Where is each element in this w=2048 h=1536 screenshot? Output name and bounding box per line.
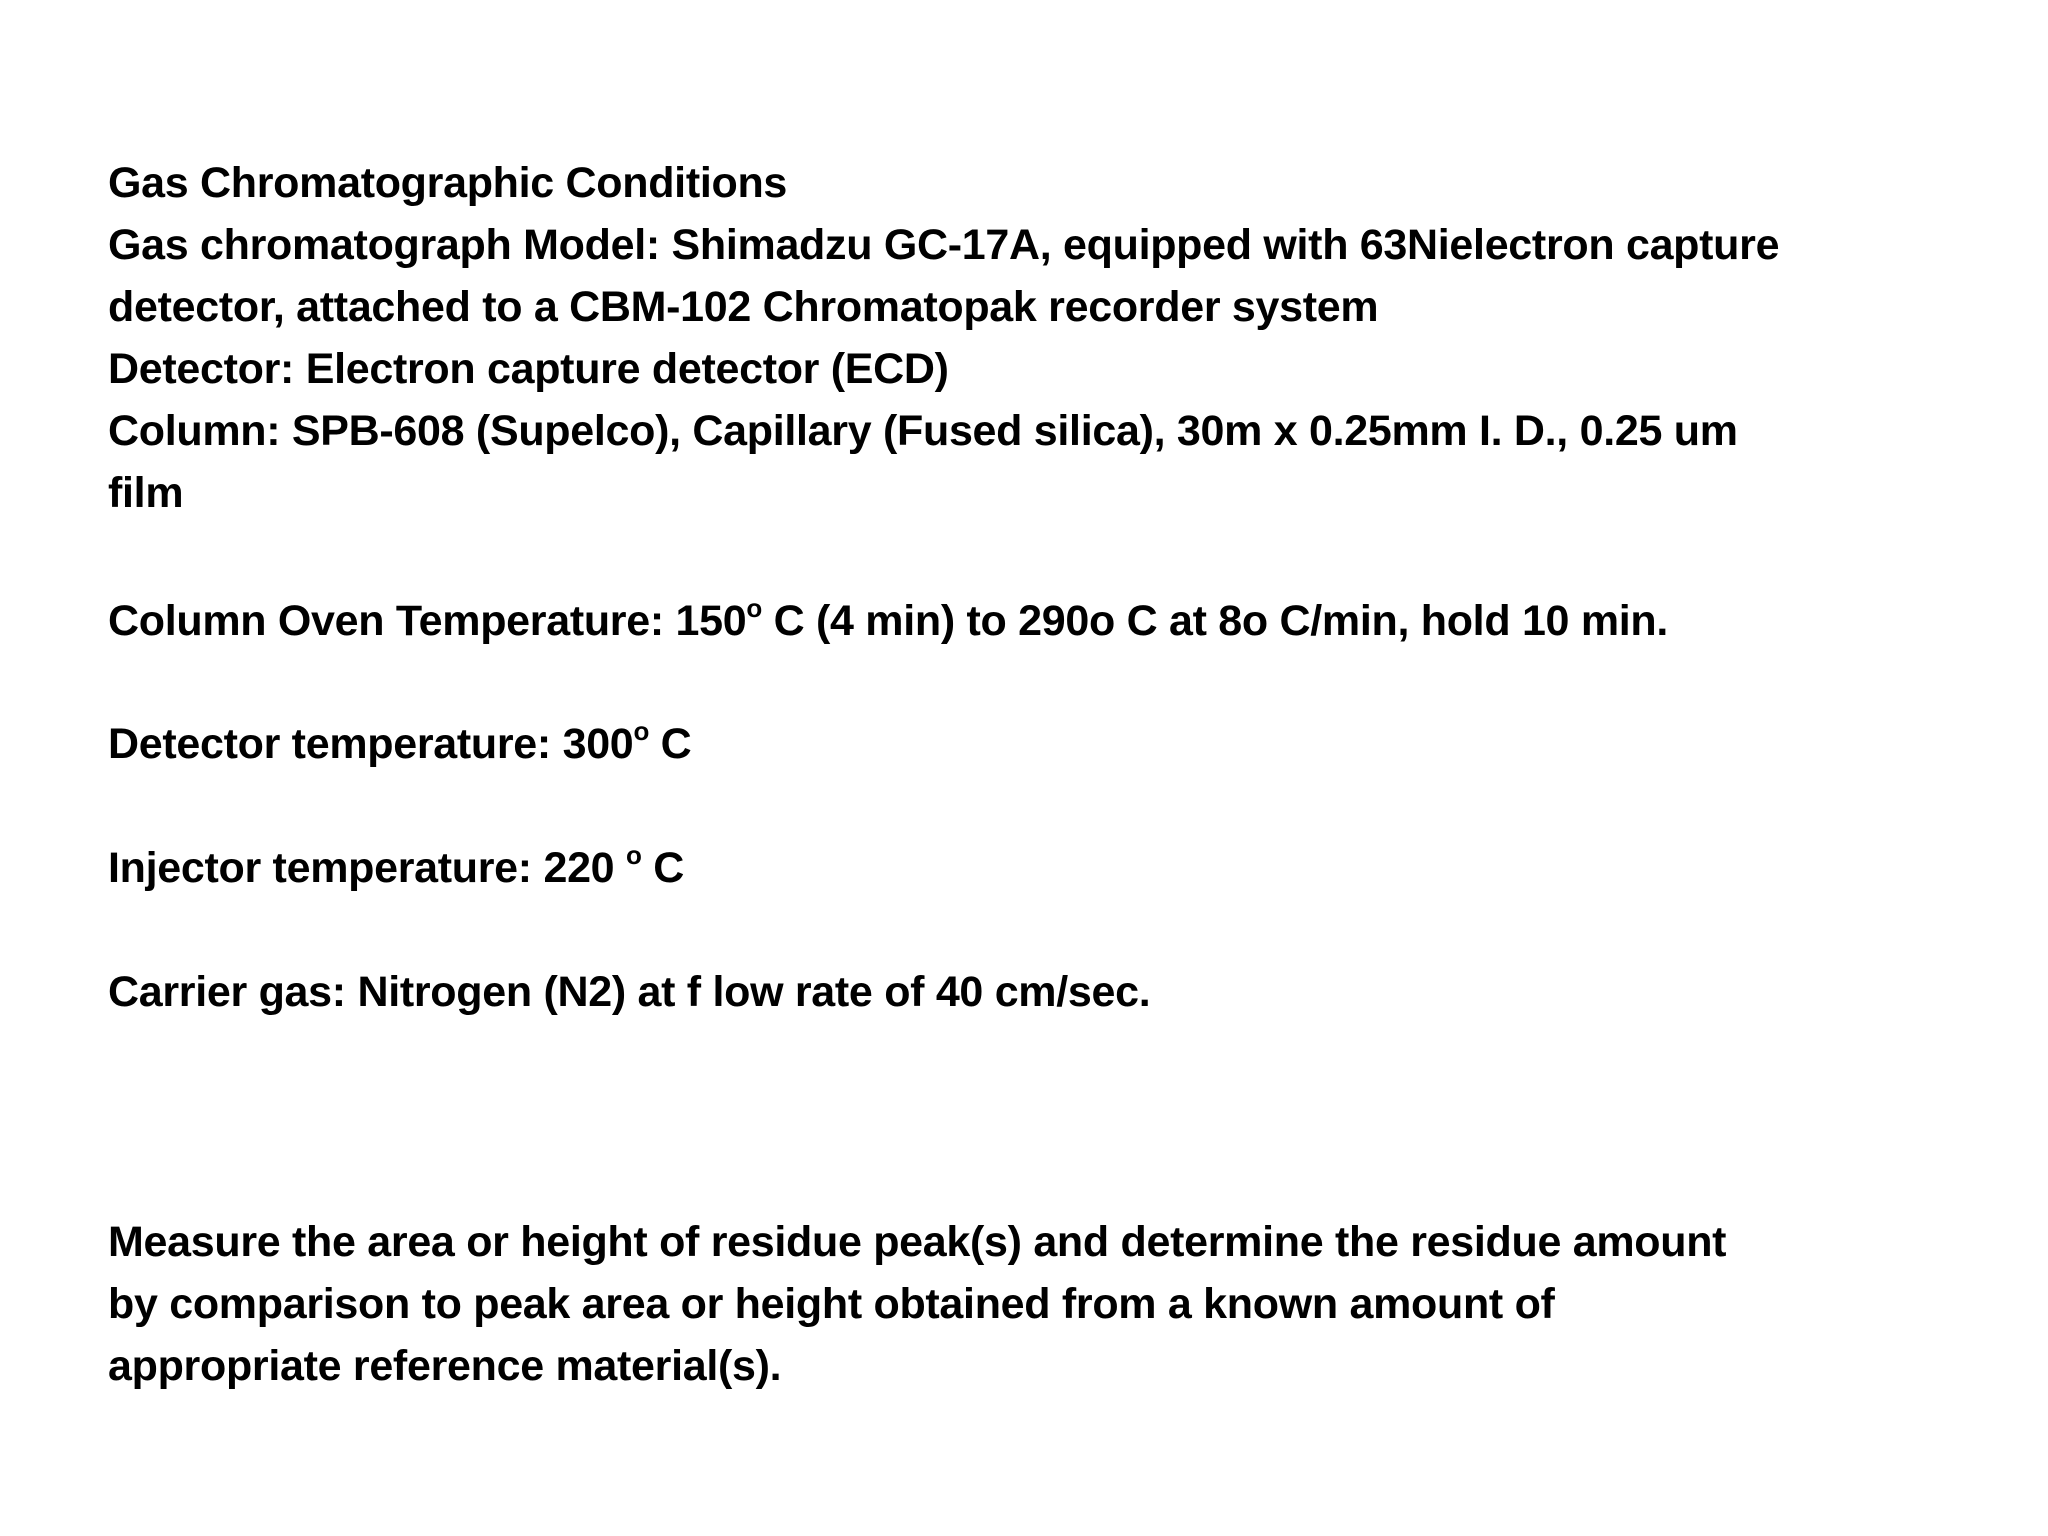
oven-temperature-line [108, 590, 1948, 652]
conditions-heading: Gas Chromatographic Conditions [108, 159, 788, 207]
measure-paragraph [108, 1211, 1948, 1397]
oven-temperature [108, 590, 1948, 652]
column-line-2: film [108, 469, 184, 517]
model-line-2: detector, attached to a CBM-102 Chromatopak recorder system [108, 283, 1379, 331]
column-line-1: Column: SPB-608 (Supelco), Capillary (Fused silica), 30m x 0.25mm I. D., 0.25 um [108, 407, 1738, 455]
measure-line-3: appropriate reference material(s). [108, 1342, 782, 1390]
conditions-section [108, 152, 1948, 524]
injector-temp-prefix: Injector temperature: 220 [108, 844, 626, 892]
injector-temperature-line [108, 837, 1948, 899]
carrier-gas-line: Carrier gas: Nitrogen (N2) at f low rate of 40 cm/sec. [108, 968, 1151, 1016]
oven-prefix: Column Oven Temperature: 150 [108, 597, 747, 645]
oven-degree: o [746, 593, 762, 623]
oven-suffix: C (4 min) to 290o C at 8o C/min, hold 10 min. [761, 597, 1669, 645]
measure-line-2: by comparison to peak area or height obtained from a known amount of [108, 1280, 1555, 1328]
injector-temp-degree: o [625, 840, 642, 870]
carrier-gas [108, 961, 1948, 1023]
detector-temp-degree: o [633, 716, 650, 746]
detector-line: Detector: Electron capture detector (ECD) [108, 345, 949, 393]
detector-temperature-line [108, 713, 1948, 775]
detector-temperature [108, 713, 1948, 775]
model-line-1: Gas chromatograph Model: Shimadzu GC-17A, equipped with 63Nielectron capture [108, 221, 1780, 269]
detector-temp-prefix: Detector temperature: 300 [108, 720, 634, 768]
injector-temperature [108, 837, 1948, 899]
measure-line-1: Measure the area or height of residue peak(s) and determine the residue amount [108, 1218, 1727, 1266]
injector-temp-suffix: C [641, 844, 684, 892]
detector-temp-suffix: C [649, 720, 692, 768]
